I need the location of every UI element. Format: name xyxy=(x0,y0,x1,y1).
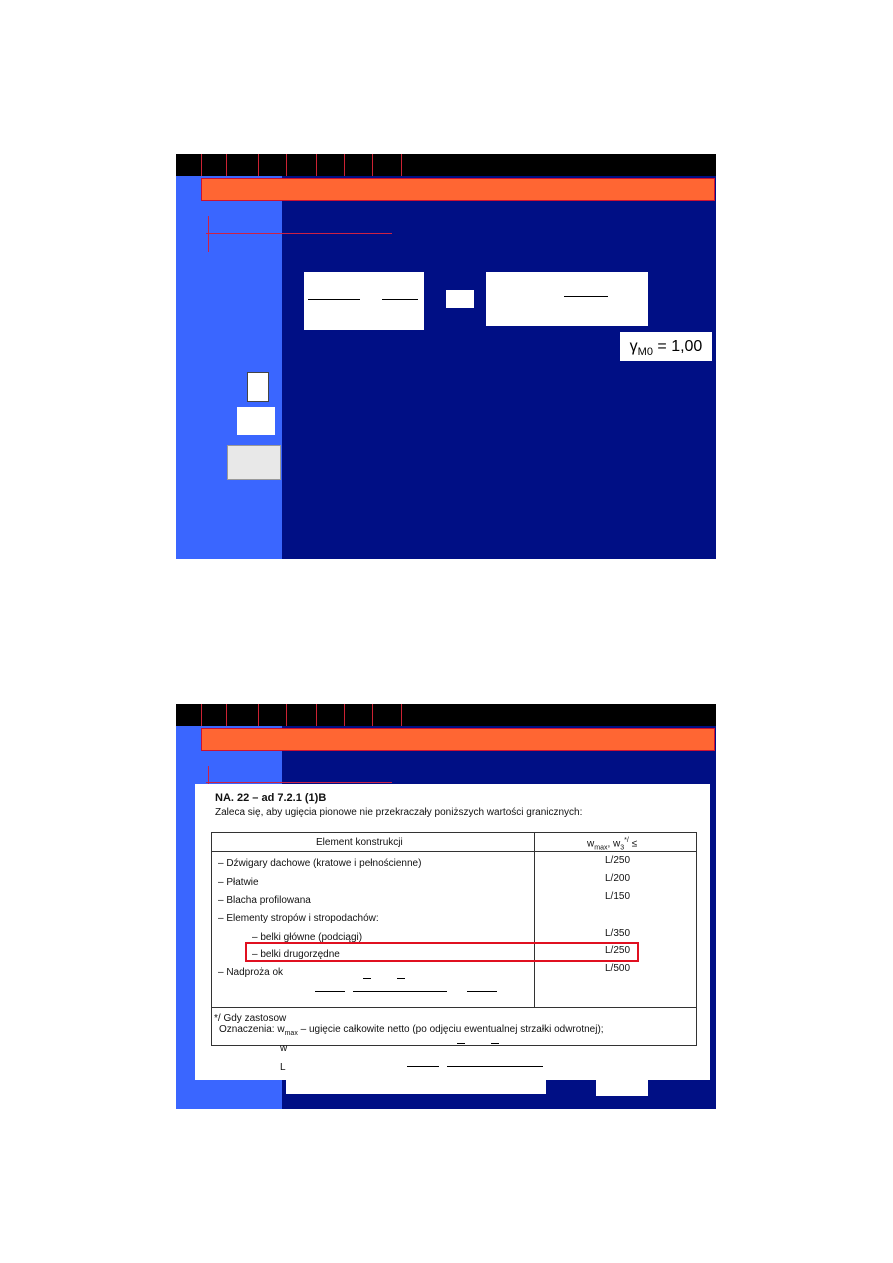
notation-line xyxy=(219,1024,604,1037)
divider-tick xyxy=(208,216,209,252)
notation-text: – ugięcie całkowite netto (po odjęciu ewentualnej strzałki odwrotnej); xyxy=(297,1024,604,1035)
row-label: – Nadproża ok xyxy=(218,967,284,978)
w3-symbol: , w xyxy=(607,838,621,850)
w3-subscript: 3 xyxy=(620,844,625,852)
norm-excerpt xyxy=(195,784,710,1080)
fraction-bar xyxy=(308,299,360,300)
fraction-bar xyxy=(353,991,447,992)
fraction-bar xyxy=(407,1066,439,1067)
row-value: L/250 xyxy=(605,855,631,866)
divider-line xyxy=(206,233,392,234)
fraction-bar xyxy=(382,299,418,300)
bar-tick xyxy=(258,704,259,726)
row-value: L/500 xyxy=(605,963,631,974)
table-footnote: */ Gdy zastosow xyxy=(214,1013,287,1024)
gamma-subscript: M0 xyxy=(637,346,653,359)
bar-tick xyxy=(372,154,373,176)
bar-tick xyxy=(226,154,227,176)
bar-tick xyxy=(226,704,227,726)
fraction-bar xyxy=(397,978,405,979)
overlay-patch xyxy=(286,1080,546,1094)
notation-w: w xyxy=(280,1043,288,1054)
bar-tick xyxy=(316,154,317,176)
fraction-bar xyxy=(363,978,371,979)
row-value: L/250 xyxy=(605,945,631,956)
row-value: L/350 xyxy=(605,928,631,939)
gamma-number: = 1,00 xyxy=(652,338,703,355)
bar-tick xyxy=(344,704,345,726)
row-label: – Elementy stropów i stropodachów: xyxy=(218,913,379,924)
row-value: L/150 xyxy=(605,891,631,902)
slide-top-bar xyxy=(176,154,716,176)
slide-1 xyxy=(176,154,716,559)
bar-tick xyxy=(286,704,287,726)
small-box xyxy=(227,445,281,480)
equals-box xyxy=(446,290,474,308)
fraction-bar xyxy=(315,991,345,992)
fraction-bar xyxy=(491,1043,499,1044)
divider-line xyxy=(206,782,392,783)
small-box xyxy=(237,407,275,435)
title-band xyxy=(201,178,715,201)
slide-top-bar xyxy=(176,704,716,726)
row-label: – belki główne (podciągi) xyxy=(252,932,363,943)
deflection-limits-table xyxy=(211,832,697,1046)
col-header-limit xyxy=(587,837,637,851)
bar-tick xyxy=(201,704,202,726)
table-column-separator xyxy=(534,833,535,1007)
formula-box-right xyxy=(486,272,648,326)
overlay-patch xyxy=(596,1080,648,1096)
footnote-mark: */ xyxy=(624,837,629,844)
overlay-patch xyxy=(287,974,507,1000)
slide-2 xyxy=(176,704,716,1109)
notation-label: Oznaczenia: w xyxy=(219,1024,285,1035)
bar-tick xyxy=(201,154,202,176)
fraction-bar xyxy=(447,1066,543,1067)
bar-tick xyxy=(316,704,317,726)
small-box xyxy=(247,372,269,402)
bar-tick xyxy=(372,704,373,726)
max-subscript: max xyxy=(594,844,608,852)
row-label: – belki drugorzędne xyxy=(252,949,340,960)
divider-tick xyxy=(208,766,209,784)
table-footer-line xyxy=(212,1007,696,1008)
col-header-element: Element konstrukcji xyxy=(316,837,403,848)
bar-tick xyxy=(258,154,259,176)
gamma-symbol: γ xyxy=(629,338,638,355)
bar-tick xyxy=(344,154,345,176)
w-symbol: w xyxy=(587,838,595,850)
row-label: – Płatwie xyxy=(218,877,259,888)
le-symbol: ≤ xyxy=(628,838,638,850)
highlight-rectangle xyxy=(245,942,639,962)
row-label: – Blacha profilowana xyxy=(218,895,311,906)
bar-tick xyxy=(401,154,402,176)
title-band xyxy=(201,728,715,751)
clause-heading: NA. 22 – ad 7.2.1 (1)B xyxy=(215,792,327,804)
clause-intro: Zaleca się, aby ugięcia pionowe nie przekraczały poniższych wartości granicznych: xyxy=(215,807,583,818)
fraction-bar xyxy=(467,991,497,992)
fraction-bar xyxy=(564,296,608,297)
fraction-bar xyxy=(457,1043,465,1044)
formula-box-left xyxy=(304,272,424,330)
row-label: – Dźwigary dachowe (kratowe i pełnościenne) xyxy=(218,858,422,869)
row-value: L/200 xyxy=(605,873,631,884)
notation-subscript: max xyxy=(284,1030,298,1037)
notation-l: L xyxy=(280,1062,286,1073)
gamma-m0-value xyxy=(620,332,712,361)
bar-tick xyxy=(286,154,287,176)
bar-tick xyxy=(401,704,402,726)
